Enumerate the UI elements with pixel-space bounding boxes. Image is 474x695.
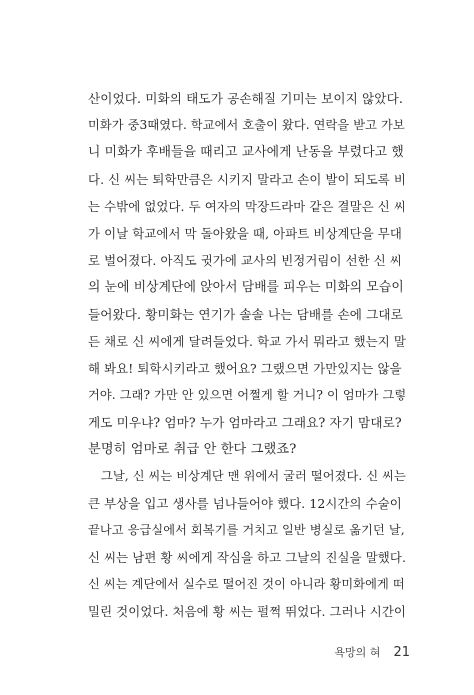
page-footer [334, 641, 410, 660]
text-line: 분명히 엄마로 취급 안 한다 그랬죠? [88, 442, 297, 457]
text-line: 든 채로 신 씨에게 달려들었다. 학교 가서 뭐라고 했는지 말 [88, 334, 406, 349]
text-line: 해 봐요! 퇴학시키라고 했어요? 그랬으면 가만있지는 않을 [88, 361, 402, 376]
text-line: 거야. 그래? 가만 안 있으면 어쩔게 할 거니? 이 엄마가 그렇 [88, 388, 407, 402]
text-line: 큰 부상을 입고 생사를 넘나들어야 했다. 12시간의 수술이 [88, 496, 402, 511]
text-line: 신 씨는 남편 황 씨에게 작심을 하고 그날의 진실을 말했다. [88, 550, 406, 565]
text-line: 가 이날 학교에서 막 돌아왔을 때, 아파트 비상계단을 무대 [88, 226, 402, 241]
text-line: 로 벌어졌다. 아직도 귓가에 교사의 빈정거림이 선한 신 씨 [88, 253, 402, 268]
text-line: 산이었다. 미화의 태도가 공손해질 기미는 보이지 않았다. [88, 91, 403, 106]
text-line: 끝나고 응급실에서 회복기를 거치고 일반 병실로 옮기던 날, [88, 523, 405, 537]
text-line: 미화가 중3때였다. 학교에서 호출이 왔다. 연락을 받고 가보 [88, 118, 405, 132]
running-title: 욕망의 혀 [334, 646, 381, 659]
page-number: 21 [393, 645, 410, 660]
text-line: 들어왔다. 황미화는 연기가 솔솔 나는 담배를 손에 그대로 [88, 307, 403, 322]
text-line: 의 눈에 비상계단에 앉아서 담배를 피우는 미화의 모습이 [88, 280, 404, 295]
text-line: 그날, 신 씨는 비상계단 맨 위에서 굴러 떨어졌다. 신 씨는 [101, 469, 406, 483]
text-line: 밀린 것이었다. 처음에 황 씨는 펄쩍 뛰었다. 그러나 시간이 [88, 604, 406, 619]
text-line: 게도 미우냐? 엄마? 누가 엄마라고 그래요? 자기 맘대로? [88, 415, 402, 430]
text-line: 니 미화가 후배들을 때리고 교사에게 난동을 부렸다고 했 [88, 145, 404, 160]
text-line: 신 씨는 계단에서 실수로 떨어진 것이 아니라 황미화에게 떠 [88, 577, 405, 591]
text-line: 는 수밖에 없었다. 두 여자의 막장드라마 같은 결말은 신 씨 [88, 199, 406, 214]
text-line: 다. 신 씨는 퇴학만큼은 시키지 말라고 손이 발이 되도록 비 [88, 172, 406, 187]
